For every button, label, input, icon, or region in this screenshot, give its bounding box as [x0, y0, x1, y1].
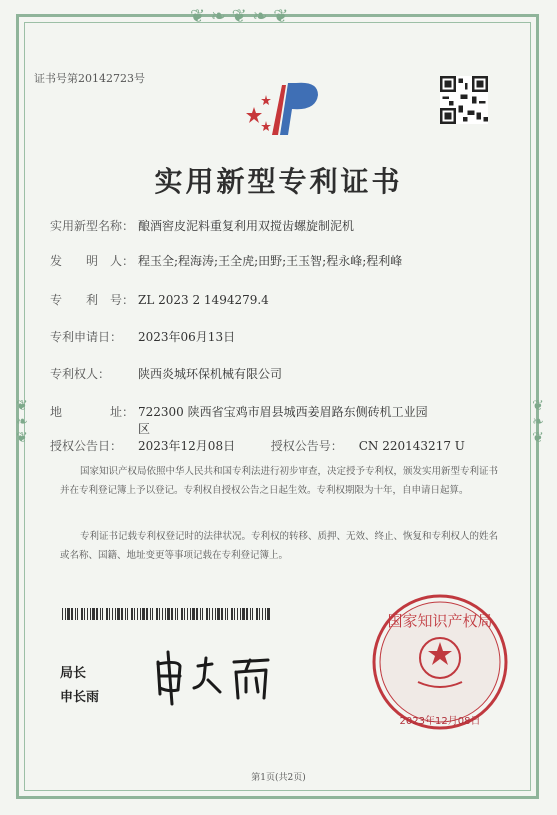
field-value: 程玉全;程海涛;王全虎;田野;王玉智;程永峰;程利峰: [138, 254, 403, 268]
field-inventors: [50, 252, 402, 269]
field-address: [50, 403, 428, 437]
official-seal: [370, 592, 510, 732]
field-label: 专利权人：: [50, 367, 111, 381]
field-value: 2023年06月13日: [138, 330, 236, 344]
field-patentee: [50, 365, 282, 382]
top-ornament: ❦ ❧ ❦ ❧ ❦: [190, 6, 289, 27]
field-value: ZL 2023 2 1494279.4: [138, 293, 269, 307]
field-label: 授权公告日：: [50, 439, 123, 453]
certificate-title: 实用新型专利证书: [154, 165, 403, 198]
director-title: 局长: [60, 666, 87, 681]
page-footer: 第1页(共2页): [251, 773, 306, 783]
seal-date: 2023年12月08日: [399, 716, 481, 727]
paragraph-register: 专利证书记载专利权登记时的法律状况。专利权的转移、质押、无效、终止、恢复和专利权人的姓名或名称、国籍、地址变更等事项记载在专利登记簿上。: [60, 531, 499, 561]
field-value-cont: 区: [138, 422, 151, 436]
paragraph-grant: 国家知识产权局依照中华人民共和国专利法进行初步审查，决定授予专利权，颁发实用新型专利证书并在专利登记簿上予以登记。专利权自授权公告之日起生效。专利权期限为十年，自申请日起算。: [60, 466, 499, 496]
field-label: 实用新型名称：: [50, 219, 135, 233]
barcode: [62, 608, 272, 620]
patent-office-logo: [236, 75, 332, 145]
field-grant-date: [50, 437, 465, 454]
director-signature: [150, 648, 300, 708]
qr-code: [440, 76, 488, 124]
field-patent-number: [50, 291, 269, 308]
field-label: 发 明 人：: [50, 254, 135, 268]
right-ornament: ❦❧❦: [530, 398, 546, 446]
left-ornament: ❦❧❦: [14, 398, 30, 446]
field-label: 地 址：: [50, 405, 135, 419]
field-value: 酿酒窖皮泥料重复利用双搅齿螺旋制泥机: [138, 219, 355, 233]
field-value: CN 220143217 U: [358, 439, 465, 453]
field-value: 2023年12月08日: [138, 439, 236, 453]
field-invention-name: [50, 217, 354, 234]
field-label: 专利申请日：: [50, 330, 123, 344]
field-application-date: [50, 328, 235, 345]
field-value: 陕西炎城环保机械有限公司: [138, 367, 283, 381]
seal-text: 国家知识产权局: [387, 612, 493, 630]
field-label: 授权公告号：: [270, 439, 343, 453]
certificate-number: 证书号第20142723号: [34, 72, 145, 85]
field-label: 专 利 号：: [50, 293, 135, 307]
director-name: 申长雨: [60, 690, 100, 705]
field-value: 722300 陕西省宝鸡市眉县城西姜眉路东侧砖机工业园: [138, 405, 428, 419]
